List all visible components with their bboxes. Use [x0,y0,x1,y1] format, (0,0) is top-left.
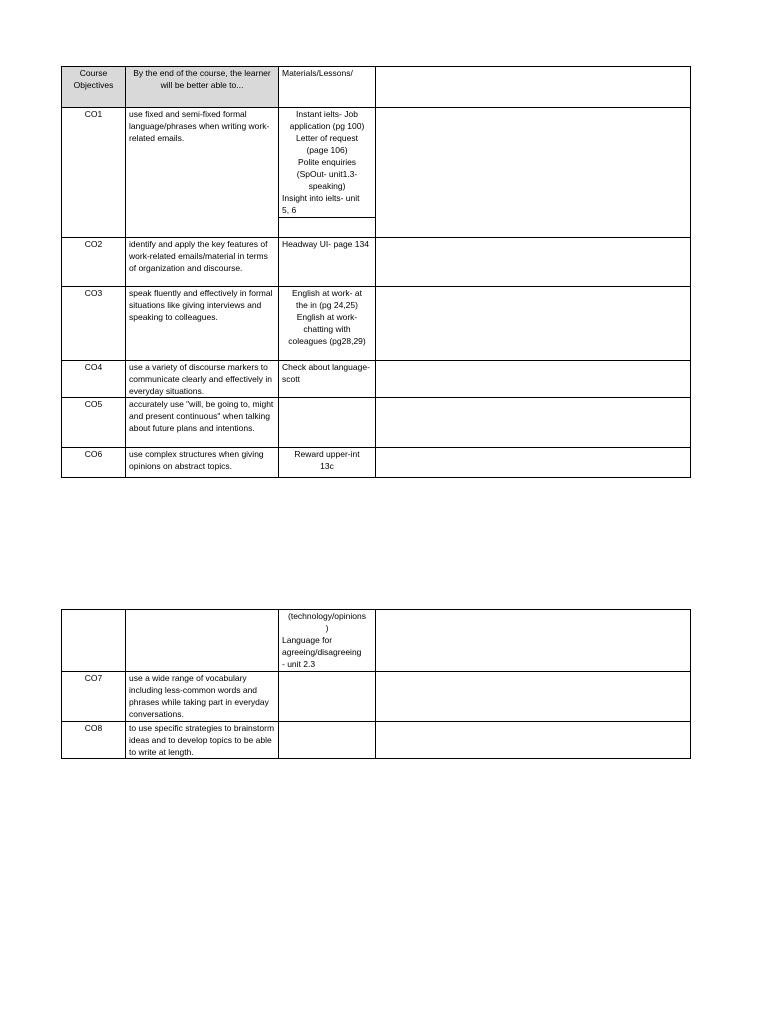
empty-cell [376,610,691,672]
objective-text: speak fluently and effectively in formal situations like giving interviews and speaking to colleagues. [126,287,279,361]
table-row [62,287,691,361]
objective-text: use a wide range of vocabulary including less-common words and phrases while taking part in everyday conversations. [126,672,279,722]
materials-line: coleagues (pg28,29) [288,336,366,346]
table-row [62,238,691,287]
objective-text: use fixed and semi-fixed formal language/phrases when writing work-related emails. [126,108,279,238]
materials-cell [279,108,376,218]
materials-line: application (pg 100) [289,121,365,131]
materials-line: Insight into ielts- unit [282,193,360,203]
table-row [62,108,691,218]
materials-line: 13c [320,461,334,471]
materials-line: agreeing/disagreeing [282,647,362,657]
materials-cell [279,672,376,722]
empty-cell [376,398,691,448]
materials-line: ) [325,623,329,633]
objective-text: to use specific strategies to brainstorm ideas and to develop topics to be able to write at length. [126,722,279,759]
course-objective-code: CO8 [62,722,126,759]
table-row [62,610,691,672]
materials-line: - unit 2.3 [282,659,316,669]
table-row [62,448,691,478]
materials-cell [279,398,376,448]
course-objective-code: CO2 [62,238,126,287]
materials-line: the in (pg 24,25) [296,300,358,310]
materials-line: (page 106) [306,145,348,155]
objective-text: use a variety of discourse markers to communicate clearly and effectively in everyday situations. [126,361,279,398]
empty-cell [376,108,691,238]
empty-cell [376,672,691,722]
empty-cell [376,287,691,361]
table-row [62,672,691,722]
empty-cell [279,218,376,238]
table-row [62,722,691,759]
materials-cell [279,448,376,478]
objective-text: accurately use "will, be going to, might and present continuous" when talking about future plans and intentions. [126,398,279,448]
materials-line: speaking) [308,181,346,191]
empty-cell [376,722,691,759]
header-empty [376,67,691,108]
materials-cell [279,610,376,672]
course-objective-code [62,610,126,672]
objective-text: identify and apply the key features of work-related emails/material in terms of organization and discourse. [126,238,279,287]
objective-text [126,610,279,672]
materials-line: Letter of request [296,133,358,143]
table-row [62,398,691,448]
header-course-objectives: Course Objectives [62,67,126,108]
materials-cell: Check about language- scott [279,361,376,398]
materials-cell [279,722,376,759]
empty-cell [376,361,691,398]
table-header-row [62,67,691,108]
materials-cell: Headway UI- page 134 [279,238,376,287]
course-objective-code: CO4 [62,361,126,398]
materials-cell [279,287,376,361]
materials-line: (SpOut- unit1.3- [296,169,358,179]
materials-line: English at work- at [292,288,362,298]
objectives-table-continued [61,609,691,759]
table-row [62,361,691,398]
course-objective-code: CO7 [62,672,126,722]
course-objective-code: CO3 [62,287,126,361]
materials-line: (technology/opinions [288,611,366,621]
objective-text: use complex structures when giving opinions on abstract topics. [126,448,279,478]
materials-line: Polite enquiries [297,157,357,167]
materials-line: chatting with [303,324,351,334]
objectives-table [61,66,691,478]
course-objective-code: CO6 [62,448,126,478]
empty-cell [376,448,691,478]
materials-line: 5, 6 [282,205,297,215]
course-objective-code: CO1 [62,108,126,238]
materials-line: Language for [282,635,333,645]
header-learner-outcome: By the end of the course, the learner will be better able to... [126,67,279,108]
materials-line: Reward upper-int [294,449,360,459]
header-materials: Materials/Lessons/ [279,67,376,108]
empty-cell [376,238,691,287]
course-objective-code: CO5 [62,398,126,448]
materials-line: Instant ielts- Job [296,109,358,119]
materials-line: English at work- [296,312,358,322]
